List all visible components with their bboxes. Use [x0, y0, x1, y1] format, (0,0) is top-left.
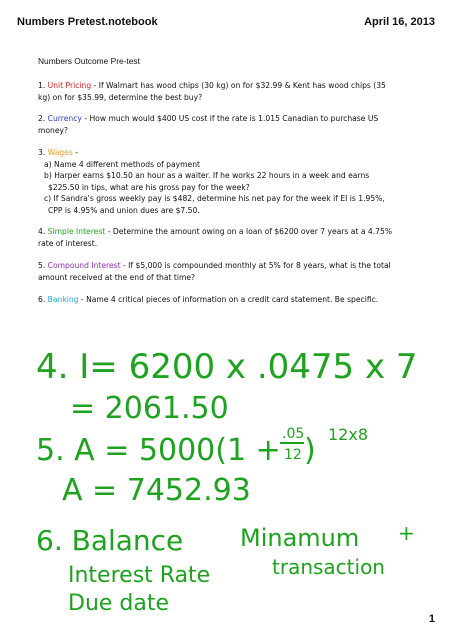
question-text: - If Walmart has wood chips (30 kg) on for $32.99 & Kent has wood chips (35 kg) on for $35.99, determine the best buy? [38, 81, 386, 102]
question-number: 1. [38, 81, 46, 90]
question-topic: Banking [47, 295, 79, 304]
hw-line-compound-result: A = 7452.93 [62, 473, 251, 508]
document-title: Numbers Outcome Pre-test [38, 56, 140, 66]
question-subpart-b: b) Harper earns $10.50 an hour as a waiter. If he works 22 hours in a week and earns $225.50 in tips, what are his gross pay for the week? [44, 171, 370, 192]
question-text: - [72, 148, 78, 157]
hw-banking-transaction: transaction [272, 555, 385, 579]
question-number: 3. [38, 148, 46, 157]
hw-banking-due-date: Due date [68, 591, 170, 616]
hw-banking-minimum: Minamum [240, 524, 360, 552]
question-text: - Name 4 critical pieces of information on a credit card statement. Be specific. [78, 295, 379, 304]
question-topic: Wages [47, 148, 73, 157]
hw-banking-interest-rate: Interest Rate [68, 563, 211, 588]
hw-close-paren: ) [304, 433, 316, 468]
hw-line-compound-interest: 5. A = 5000(1 + [36, 433, 281, 468]
question-text: - How much would $400 US cost if the rate is 1.015 Canadian to purchase US money? [38, 114, 379, 135]
question-number: 6. [38, 295, 46, 304]
notebook-title: Numbers Pretest.notebook [17, 16, 158, 28]
question-topic: Compound Interest [47, 261, 121, 270]
question-subpart-a: a) Name 4 different methods of payment [44, 159, 201, 169]
question-number: 2. [38, 114, 46, 123]
hw-line-banking: 6. Balance [36, 524, 184, 557]
question-text: - If $5,000 is compounded monthly at 5% for 8 years, what is the total amount received at the end of that time? [38, 261, 391, 282]
page-number: 1 [428, 613, 435, 625]
hw-fraction-numerator: .05 [282, 426, 305, 442]
question-text: - Determine the amount owing on a loan of $6200 over 7 years at a 4.75% rate of interest. [38, 227, 393, 248]
question-number: 5. [38, 261, 46, 270]
page-date: April 16, 2013 [364, 16, 435, 28]
question-topic: Unit Pricing [47, 81, 92, 90]
question-topic: Currency [47, 114, 82, 123]
hw-line-simple-interest: 4. I= 6200 x .0475 x 7 [36, 347, 418, 387]
hw-exponent: 12x8 [328, 425, 369, 444]
question-number: 4. [38, 227, 46, 236]
hw-banking-plus: + [398, 521, 415, 545]
hw-line-simple-interest-result: = 2061.50 [70, 391, 229, 426]
hw-fraction-denominator: 12 [284, 447, 302, 463]
question-topic: Simple Interest [47, 227, 106, 236]
question-subpart-c: c) If Sandra's gross weekly pay is $482, determine his net pay for the week if EI is 1.95%, CPP is 4.95% and union dues are $7.50. [44, 194, 385, 215]
